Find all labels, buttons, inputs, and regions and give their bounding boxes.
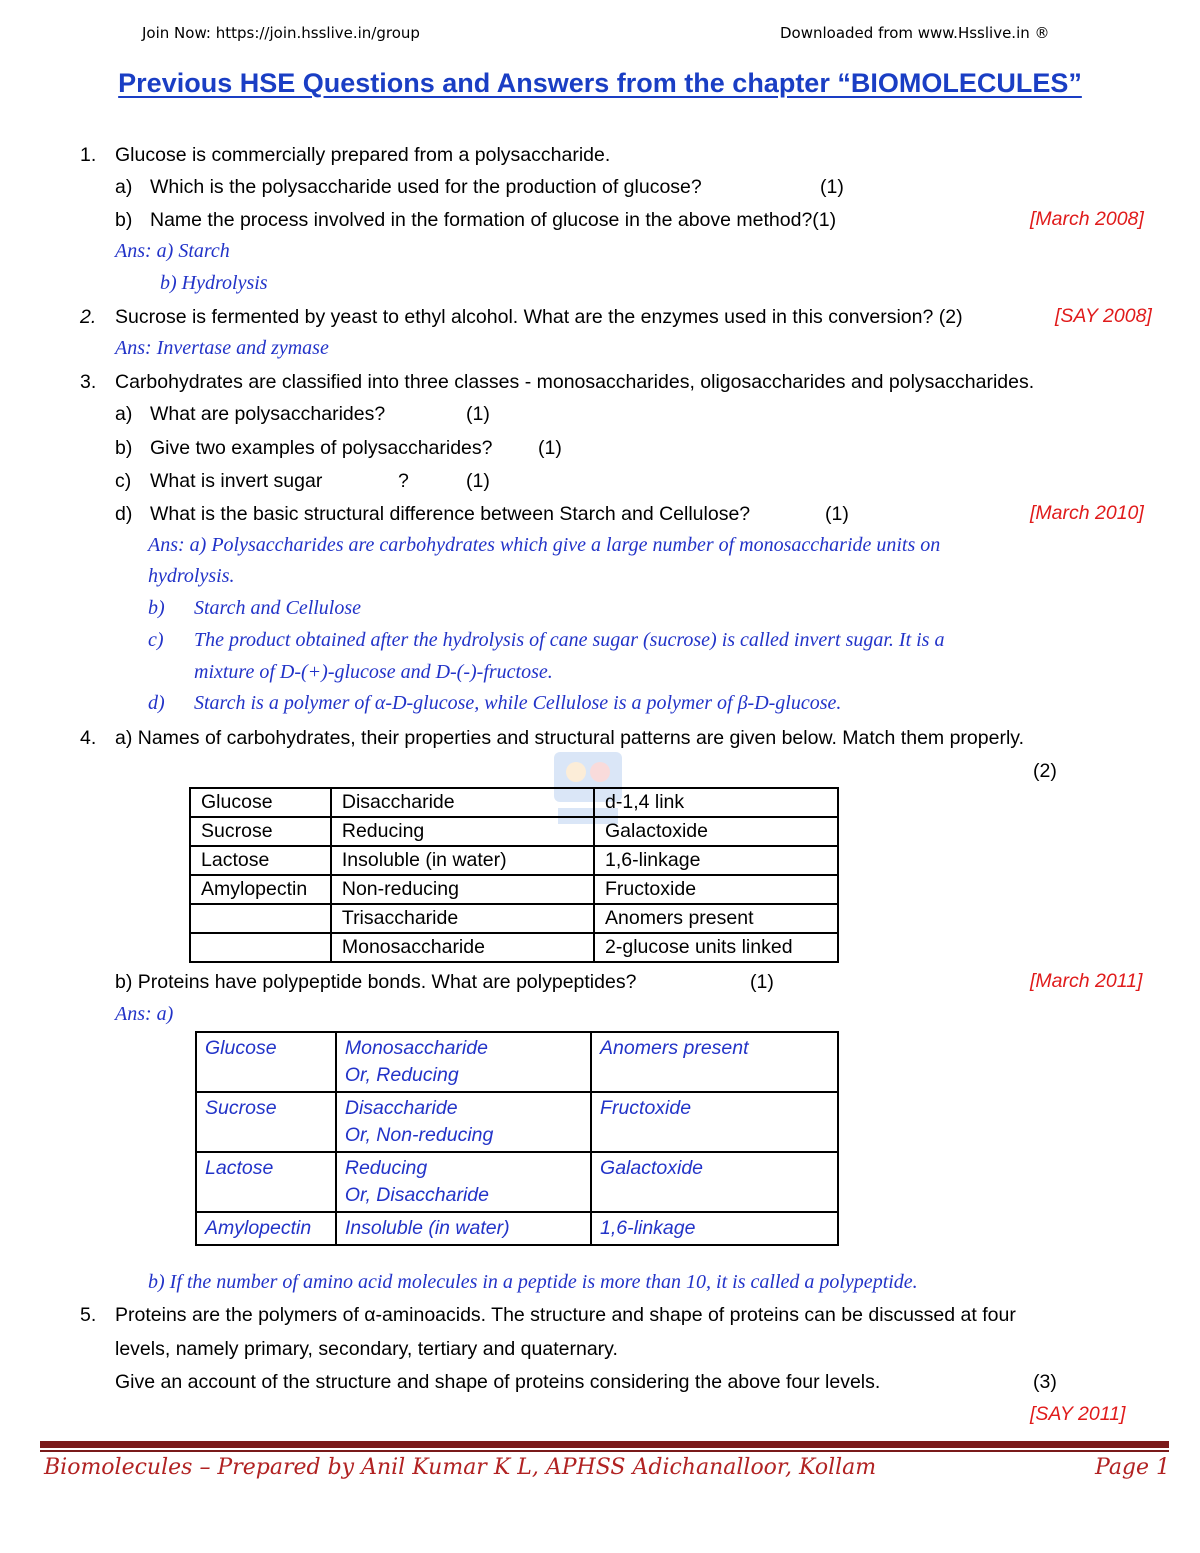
q3-b-marks: (1) [538,437,562,459]
q3-a-marks: (1) [466,403,490,425]
q1-answer-b: b) Hydrolysis [160,272,268,294]
table-row [190,817,838,846]
answer-property-alternative: Or, Disaccharide [344,1184,489,1206]
q3-c-marks: (1) [466,470,490,492]
q5-number: 5. [80,1304,97,1326]
table-cell: Insoluble (in water) [331,846,594,875]
q4-match-table [189,787,839,963]
table-cell: Sucrose [190,817,331,846]
q3-c-label: c) [115,470,132,492]
answer-property-primary: Insoluble (in water) [344,1217,510,1239]
q4-answer-table [195,1031,839,1246]
table-row [190,904,838,933]
table-row [196,1032,838,1092]
q4-year: [March 2011] [1030,970,1143,992]
q1-answer-a: Ans: a) Starch [115,240,230,262]
table-cell: Trisaccharide [331,904,594,933]
q4-b-text: b) Proteins have polypeptide bonds. What are polypeptides? [115,971,637,993]
table-cell: Monosaccharide [331,933,594,962]
answer-structure-cell: Anomers present [591,1032,838,1092]
answer-property-primary: Reducing [344,1157,428,1179]
q4-number: 4. [80,727,97,749]
q3-answer-d-label: d) [148,692,165,714]
q1-a-marks: (1) [820,176,844,198]
q3-d-marks: (1) [825,503,849,525]
answer-carbohydrate-cell: Glucose [196,1032,336,1092]
footer-credit: Biomolecules – Prepared by Anil Kumar K L, APHSS Adichanalloor, Kollam [44,1455,877,1480]
table-row [196,1152,838,1212]
page-title: Previous HSE Questions and Answers from the chapter “BIOMOLECULES” [118,68,1082,98]
table-cell: Glucose [190,788,331,817]
answer-structure-cell: Fructoxide [591,1092,838,1152]
table-row [190,788,838,817]
footer-rule-thick [40,1441,1169,1448]
answer-carbohydrate-cell: Lactose [196,1152,336,1212]
table-cell: 1,6-linkage [594,846,838,875]
table-cell: Fructoxide [594,875,838,904]
q2-year: [SAY 2008] [1055,305,1152,327]
answer-property-primary: Disaccharide [344,1097,458,1119]
table-cell: Anomers present [594,904,838,933]
q3-d-text: What is the basic structural difference between Starch and Cellulose? [150,503,751,525]
q3-d-label: d) [115,503,133,525]
answer-property-cell [336,1212,591,1245]
q3-c-question-mark: ? [398,470,409,492]
table-row [196,1212,838,1245]
table-cell: Lactose [190,846,331,875]
footer-rule-thin [40,1450,1169,1452]
table-cell: Amylopectin [190,875,331,904]
q3-answer-c-line1: The product obtained after the hydrolysis of cane sugar (sucrose) is called invert sugar. It is a [194,629,945,651]
table-row [196,1092,838,1152]
q3-answer-c-line2: mixture of D-(+)-glucose and D-(-)-fructose. [194,661,553,683]
q1-a-label: a) [115,176,133,198]
table-cell: Galactoxide [594,817,838,846]
q3-answer-a-line1: Ans: a) Polysaccharides are carbohydrates which give a large number of monosaccharide units on [148,534,941,556]
table-cell: Non-reducing [331,875,594,904]
q4-text: a) Names of carbohydrates, their properties and structural patterns are given below. Match them properly. [115,727,1024,749]
q3-b-label: b) [115,437,133,459]
q5-text-line2: levels, namely primary, secondary, tertiary and quaternary. [115,1338,618,1360]
q5-marks: (3) [1033,1371,1057,1393]
q2-number: 2. [80,306,97,328]
q1-b-label: b) [115,209,133,231]
q3-c-text: What is invert sugar [150,470,323,492]
q1-year: [March 2008] [1030,208,1144,230]
q1-a-text: Which is the polysaccharide used for the production of glucose? [150,176,702,198]
answer-carbohydrate-cell: Amylopectin [196,1212,336,1245]
q3-a-label: a) [115,403,133,425]
q1-number: 1. [80,144,97,166]
q4-b-marks: (1) [750,971,774,993]
q5-text-line1: Proteins are the polymers of α-aminoacids. The structure and shape of proteins can be discussed at four [115,1304,1016,1326]
q4-answer-label: Ans: a) [115,1003,174,1025]
answer-structure-cell: 1,6-linkage [591,1212,838,1245]
table-row [190,846,838,875]
answer-structure-cell: Galactoxide [591,1152,838,1212]
q3-text: Carbohydrates are classified into three classes - monosaccharides, oligosaccharides and polysaccharides. [115,371,1035,393]
table-cell: Reducing [331,817,594,846]
q3-answer-d: Starch is a polymer of α-D-glucose, while Cellulose is a polymer of β-D-glucose. [194,692,842,714]
q2-answer: Ans: Invertase and zymase [115,337,329,359]
answer-property-alternative: Or, Reducing [344,1064,459,1086]
table-cell [190,904,331,933]
q5-text-line3: Give an account of the structure and shape of proteins considering the above four levels. [115,1371,881,1393]
q3-b-text: Give two examples of polysaccharides? [150,437,493,459]
q3-number: 3. [80,371,97,393]
table-cell: Disaccharide [331,788,594,817]
q4-answer-b: b) If the number of amino acid molecules in a peptide is more than 10, it is called a polypeptide. [148,1271,918,1293]
q2-text: Sucrose is fermented by yeast to ethyl alcohol. What are the enzymes used in this conversion? (2) [115,306,963,328]
q3-answer-b: Starch and Cellulose [194,597,362,619]
answer-property-primary: Monosaccharide [344,1037,488,1059]
q3-a-text: What are polysaccharides? [150,403,386,425]
q3-answer-b-label: b) [148,597,165,619]
header-join-link[interactable]: Join Now: https://join.hsslive.in/group [142,24,420,42]
answer-property-cell [336,1152,591,1212]
q3-year: [March 2010] [1030,502,1144,524]
header-download-source: Downloaded from www.Hsslive.in ® [780,24,1050,42]
answer-carbohydrate-cell: Sucrose [196,1092,336,1152]
answer-property-cell [336,1092,591,1152]
q4-marks: (2) [1033,760,1057,782]
q1-text: Glucose is commercially prepared from a polysaccharide. [115,144,611,166]
table-row [190,933,838,962]
answer-property-alternative: Or, Non-reducing [344,1124,494,1146]
q1-b-text: Name the process involved in the formation of glucose in the above method?(1) [150,209,837,231]
footer-page-number: Page 1 [1095,1455,1171,1480]
table-cell [190,933,331,962]
answer-property-cell [336,1032,591,1092]
q3-answer-a-line2: hydrolysis. [148,565,235,587]
table-cell: 2-glucose units linked [594,933,838,962]
table-cell: d-1,4 link [594,788,838,817]
q3-answer-c-label: c) [148,629,164,651]
table-row [190,875,838,904]
q5-year: [SAY 2011] [1030,1403,1126,1425]
